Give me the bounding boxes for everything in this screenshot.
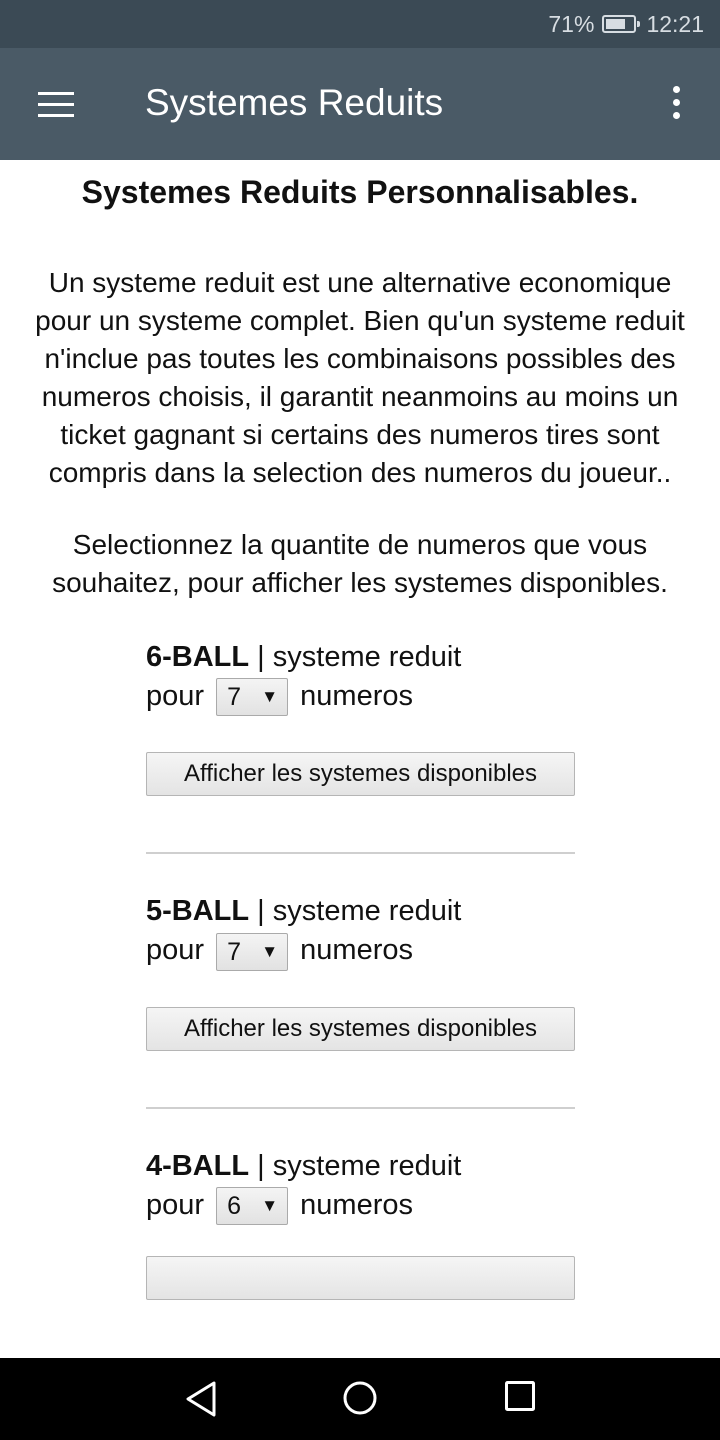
page-heading: Systemes Reduits Personnalisables. <box>81 174 639 210</box>
navigation-bar <box>0 1358 720 1440</box>
ball-label: 4-BALL <box>146 1149 250 1182</box>
battery-fill <box>606 19 624 29</box>
ball-label: 6-BALL <box>146 641 250 673</box>
system-section-6ball <box>146 638 575 854</box>
more-vert-icon[interactable] <box>668 86 684 126</box>
selected-value: 7 <box>227 937 242 966</box>
quantity-select[interactable] <box>216 678 288 716</box>
dropdown-arrow-icon: ▼ <box>261 941 279 961</box>
quantity-row <box>146 677 575 716</box>
quantity-row <box>146 1186 575 1225</box>
ball-label: 5-BALL <box>146 895 250 928</box>
pour-label: pour <box>146 680 205 712</box>
back-triangle-icon[interactable] <box>184 1380 218 1418</box>
clock-time: 12:21 <box>646 10 704 37</box>
hamburger-menu-icon[interactable] <box>38 92 74 118</box>
dropdown-arrow-icon: ▼ <box>261 687 279 707</box>
section-title <box>146 1147 575 1186</box>
numeros-label: numeros <box>300 1188 413 1221</box>
selected-value: 7 <box>227 683 242 712</box>
pour-label: pour <box>146 934 205 967</box>
show-systems-button[interactable] <box>146 1256 575 1300</box>
selected-value: 6 <box>227 1192 242 1221</box>
section-suffix: | systeme reduit <box>249 895 462 928</box>
recents-square-icon[interactable] <box>504 1380 536 1412</box>
intro-paragraph: Un systeme reduit est une alternative economique pour un systeme complet. Bien qu'un systeme reduit n'inclue pas toutes les combinaisons possibles des numeros choisis, il garantit neanmoins au moins un ticket gagnant si certains des numeros tires sont compris dans la selection des numeros du joueur.. <box>35 267 685 488</box>
battery-percentage: 71% <box>548 10 595 37</box>
app-title: Systemes Reduits <box>145 82 444 123</box>
app-bar <box>0 48 720 160</box>
content-area[interactable] <box>0 160 720 1358</box>
instruction-paragraph: Selectionnez la quantite de numeros que vous souhaitez, pour afficher les systemes disponibles. <box>52 529 668 598</box>
show-systems-button[interactable]: Afficher les systemes disponibles <box>146 1007 575 1051</box>
numeros-label: numeros <box>300 934 413 967</box>
divider <box>146 852 575 854</box>
section-title <box>146 638 575 677</box>
dropdown-arrow-icon: ▼ <box>261 1196 279 1216</box>
numeros-label: numeros <box>300 680 413 712</box>
show-systems-button[interactable]: Afficher les systemes disponibles <box>146 752 575 796</box>
quantity-row <box>146 931 575 970</box>
section-title <box>146 892 575 931</box>
section-suffix: | systeme reduit <box>249 1149 462 1182</box>
quantity-select[interactable] <box>216 933 288 971</box>
system-section-4ball <box>146 1147 575 1300</box>
battery-icon <box>602 15 636 33</box>
system-section-5ball <box>146 892 575 1108</box>
pour-label: pour <box>146 1188 205 1221</box>
quantity-select[interactable] <box>216 1187 288 1225</box>
home-circle-icon[interactable] <box>342 1380 378 1416</box>
section-suffix: | systeme reduit <box>249 641 462 673</box>
status-bar <box>0 0 720 48</box>
divider <box>146 1107 575 1109</box>
